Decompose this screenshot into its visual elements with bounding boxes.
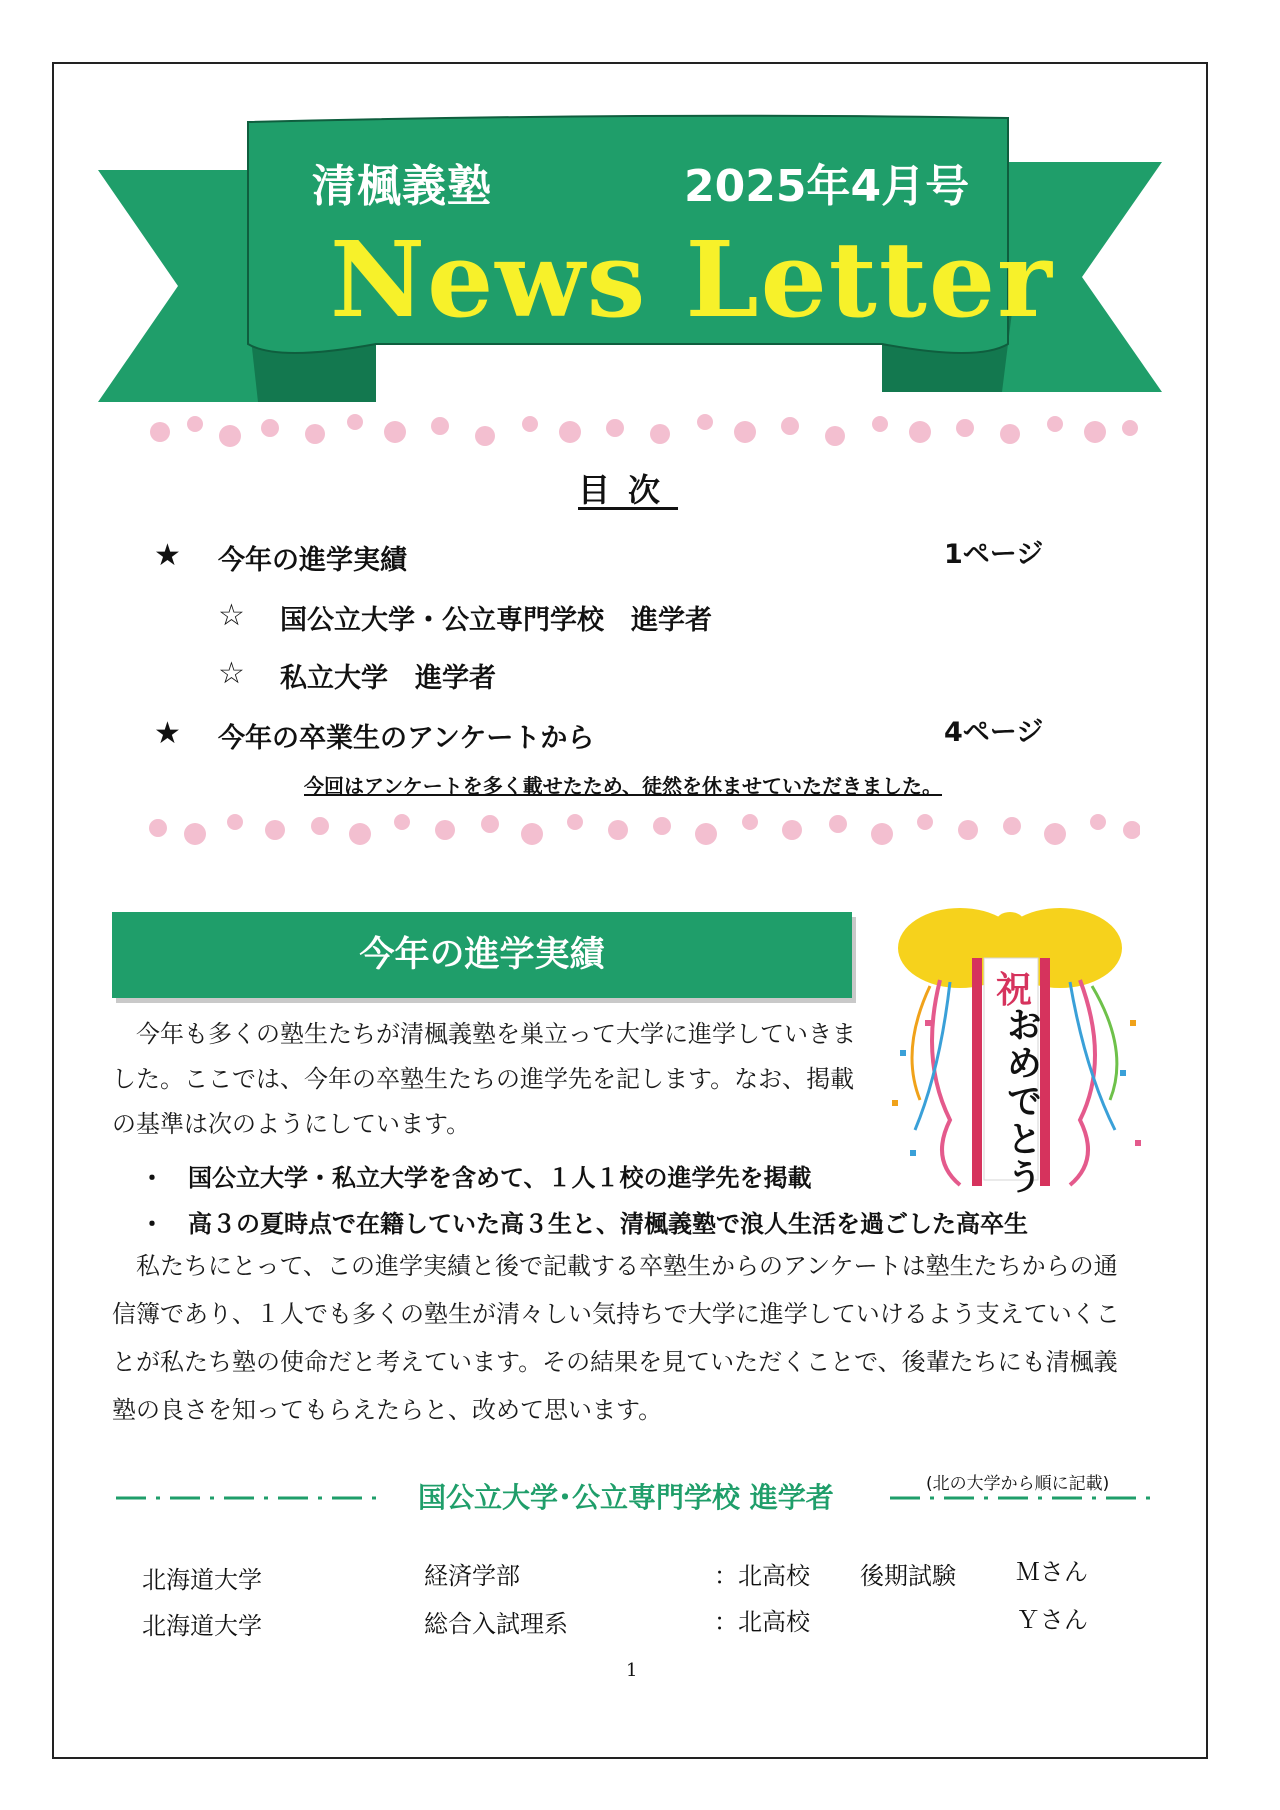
faculty-cell: 経済学部 xyxy=(424,1562,520,1590)
toc-marker: ★ xyxy=(154,538,181,573)
toc-item-label: 私立大学 進学者 xyxy=(280,663,496,694)
celebration-words: おめでとう xyxy=(1001,1006,1042,1196)
toc-item-page: 1ページ xyxy=(944,539,1044,570)
high-school-cell: ：北高校 xyxy=(714,1562,810,1590)
criteria-bullet: ・ 高３の夏時点で在籍していた高３生と、清楓義塾で浪人生活を過ごした高卒生 xyxy=(140,1210,1028,1238)
page-number: 1 xyxy=(626,1660,638,1681)
paragraph-line: の基準は次のようにしています。 xyxy=(112,1110,471,1138)
university-cell: 北海道大学 xyxy=(142,1612,262,1640)
toc-marker: ☆ xyxy=(218,656,245,691)
dash-divider-right xyxy=(890,1496,1152,1500)
toc-item-label: 今年の進学実績 xyxy=(218,545,407,576)
paragraph-line: 信簿であり、１人でも多くの塾生が清々しい気持ちで大学に進学していけるよう支えていくこ xyxy=(112,1300,1120,1328)
criteria-bullet: ・ 国公立大学・私立大学を含めて、１人１校の進学先を掲載 xyxy=(140,1164,812,1192)
toc-item-label: 今年の卒業生のアンケートから xyxy=(218,723,595,754)
paragraph-line: とが私たち塾の使命だと考えています。その結果を見ていただくことで、後輩たちにも清楓義 xyxy=(112,1348,1118,1376)
subsection-title: 国公立大学･公立専門学校 進学者 xyxy=(418,1481,834,1514)
toc-item-label: 国公立大学・公立専門学校 進学者 xyxy=(280,605,712,636)
subsection-note: (北の大学から順に記載) xyxy=(926,1474,1110,1494)
dash-divider-left xyxy=(116,1496,376,1500)
student-cell: Ｍさん xyxy=(1016,1558,1088,1586)
celebration-title: 祝 xyxy=(996,970,1035,1011)
toc-item-page: 4ページ xyxy=(944,717,1044,748)
faculty-cell: 総合入試理系 xyxy=(424,1610,568,1638)
paragraph-line: 私たちにとって、この進学実績と後で記載する卒塾生からのアンケートは塾生たちからの通 xyxy=(136,1252,1118,1280)
exam-cell: 後期試験 xyxy=(860,1562,956,1590)
toc-note: 今回はアンケートを多く載せたため、徒然を休ませていただきました。 xyxy=(304,774,942,798)
issue-date: 2025年4月号 xyxy=(684,161,970,212)
blossom-border-bottom xyxy=(140,800,1140,860)
paragraph-line: した。ここでは、今年の卒塾生たちの進学先を記します。なお、掲載 xyxy=(112,1065,855,1093)
blossom-border-top xyxy=(140,402,1140,462)
toc-heading: 目次 xyxy=(578,471,679,509)
toc-marker: ★ xyxy=(154,716,181,751)
newsletter-title: News Letter xyxy=(330,218,1054,341)
high-school-cell: ：北高校 xyxy=(714,1608,810,1636)
paragraph-line: 塾の良さを知ってもらえたらと、改めて思います。 xyxy=(112,1396,663,1424)
student-cell: Ｙさん xyxy=(1016,1606,1088,1634)
section-title: 今年の進学実績 xyxy=(359,935,605,975)
paragraph-line: 今年も多くの塾生たちが清楓義塾を巣立って大学に進学していきま xyxy=(136,1020,856,1048)
university-cell: 北海道大学 xyxy=(142,1566,262,1594)
toc-marker: ☆ xyxy=(218,598,245,633)
school-name: 清楓義塾 xyxy=(312,161,492,212)
